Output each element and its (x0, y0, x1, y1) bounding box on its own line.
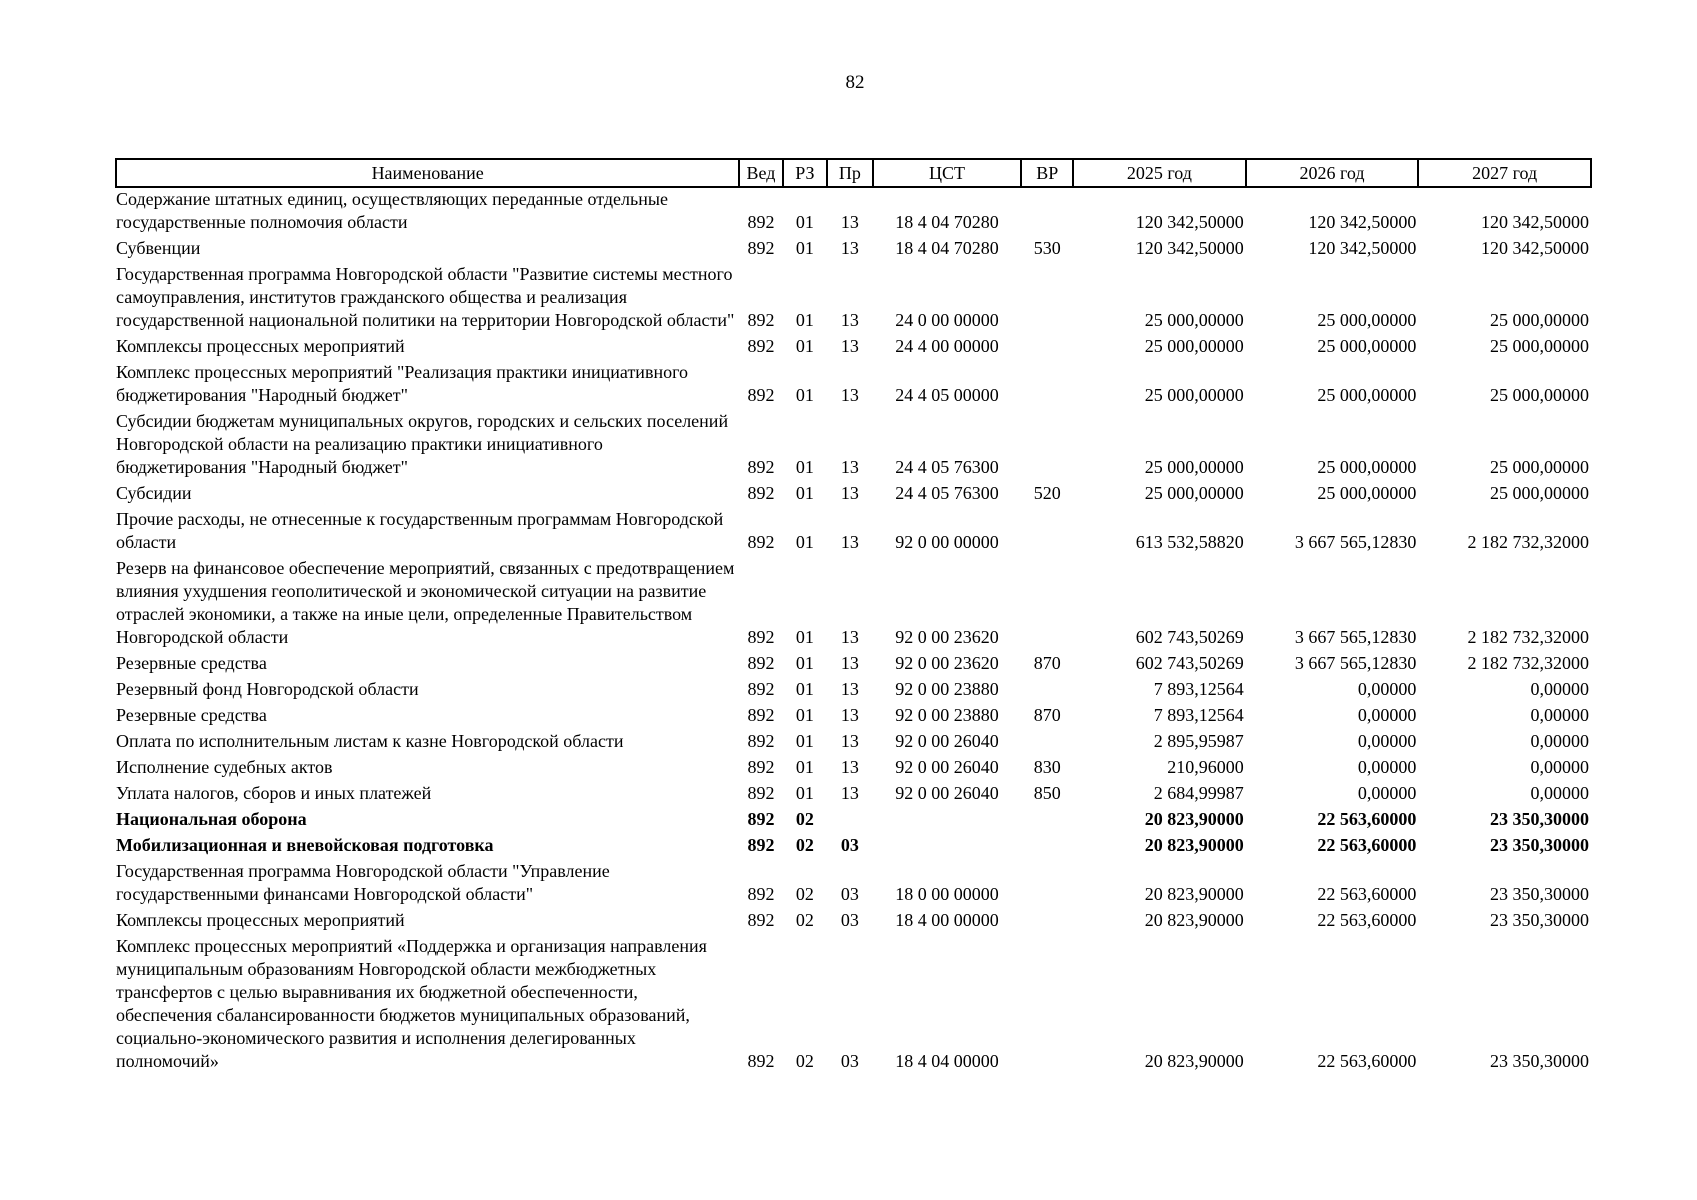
cell-name: Резерв на финансовое обеспечение мероприятий, связанных с предотвращением влияния ухудшения геополитической и экономической ситуации на развитие отраслей экономики, а также на иные цели, определенные Правительством Новгородской области (116, 558, 735, 647)
cell-cst: 18 4 04 70280 (895, 212, 999, 232)
cell-2026: 0,00000 (1357, 783, 1417, 803)
cell-ved: 892 (747, 1051, 775, 1071)
cell-name: Комплексы процессных мероприятий (116, 910, 405, 930)
cell-pr: 13 (840, 457, 859, 477)
cell-vr (1021, 410, 1073, 482)
cell-name: Комплексы процессных мероприятий (116, 336, 405, 356)
header-2025: 2025 год (1073, 159, 1246, 187)
cell-2026: 25 000,00000 (1317, 310, 1417, 330)
cell-name: Субсидии (116, 483, 192, 503)
cell-2026: 22 563,60000 (1317, 1051, 1417, 1071)
cell-vr (1021, 557, 1073, 652)
header-name: Наименование (116, 159, 739, 187)
cell-2027: 25 000,00000 (1490, 457, 1589, 477)
cell-pr: 03 (840, 884, 859, 904)
cell-vr (1021, 263, 1073, 335)
cell-pr: 13 (840, 653, 859, 673)
cell-name: Субсидии бюджетам муниципальных округов, городских и сельских поселений Новгородской области на реализацию практики инициативного бюджетирования "Народный бюджет" (116, 411, 729, 477)
cell-pr: 13 (840, 783, 859, 803)
cell-2026: 120 342,50000 (1308, 212, 1417, 232)
cell-ved: 892 (747, 731, 775, 751)
cell-rz: 01 (795, 705, 814, 725)
header-rz: РЗ (783, 159, 827, 187)
header-2027: 2027 год (1418, 159, 1591, 187)
cell-name: Уплата налогов, сборов и иных платежей (116, 783, 432, 803)
cell-2027: 25 000,00000 (1490, 310, 1589, 330)
cell-cst: 92 0 00 26040 (895, 757, 999, 777)
table-row (116, 652, 1591, 678)
cell-2025: 20 823,90000 (1144, 910, 1244, 930)
cell-rz: 02 (795, 884, 814, 904)
cell-ved: 892 (747, 238, 775, 258)
cell-vr: 830 (1033, 757, 1061, 777)
cell-2027: 25 000,00000 (1490, 336, 1589, 356)
cell-2027: 25 000,00000 (1490, 483, 1589, 503)
cell-rz: 01 (795, 679, 814, 699)
cell-2027: 23 350,30000 (1490, 835, 1589, 855)
cell-pr: 13 (840, 310, 859, 330)
cell-pr: 13 (840, 705, 859, 725)
cell-pr: 13 (840, 483, 859, 503)
cell-2027: 0,00000 (1530, 783, 1589, 803)
table-row (116, 410, 1591, 482)
cell-2027: 2 182 732,32000 (1467, 532, 1589, 552)
cell-name: Комплекс процессных мероприятий «Поддержка и организация направления муниципальным образованиям Новгородской области межбюджетных трансфертов с целью выравнивания их бюджетной обеспеченности, обеспечения сбалансированности бюджетов муниципальных образований, социально-экономического развития и исполнения делегированных полномочий» (116, 936, 707, 1071)
cell-ved: 892 (747, 705, 775, 725)
cell-pr: 03 (840, 1051, 859, 1071)
cell-vr (1021, 730, 1073, 756)
cell-rz: 01 (795, 212, 814, 232)
cell-ved: 892 (747, 532, 775, 552)
cell-name: Резервные средства (116, 705, 267, 725)
cell-name: Государственная программа Новгородской области "Управление государственными финансами Новгородской области" (116, 861, 610, 904)
cell-cst: 18 4 04 00000 (895, 1051, 999, 1071)
cell-ved: 892 (747, 336, 775, 356)
cell-2027: 23 350,30000 (1490, 809, 1589, 829)
cell-2027: 0,00000 (1530, 757, 1589, 777)
table-row (116, 482, 1591, 508)
cell-2025: 602 743,50269 (1135, 627, 1244, 647)
header-pr: Пр (827, 159, 872, 187)
cell-rz: 01 (795, 483, 814, 503)
cell-ved: 892 (747, 385, 775, 405)
cell-2025: 613 532,58820 (1135, 532, 1244, 552)
cell-2025: 7 893,12564 (1153, 679, 1244, 699)
cell-2027: 25 000,00000 (1490, 385, 1589, 405)
cell-2027: 2 182 732,32000 (1467, 653, 1589, 673)
cell-2026: 0,00000 (1357, 679, 1417, 699)
cell-2027: 23 350,30000 (1490, 910, 1589, 930)
cell-2026: 25 000,00000 (1317, 483, 1417, 503)
cell-2025: 25 000,00000 (1144, 336, 1244, 356)
cell-2027: 0,00000 (1530, 679, 1589, 699)
cell-2025: 20 823,90000 (1144, 1051, 1244, 1071)
cell-pr (827, 808, 872, 834)
cell-cst: 92 0 00 26040 (895, 783, 999, 803)
cell-2025: 25 000,00000 (1144, 310, 1244, 330)
cell-vr (1021, 508, 1073, 557)
cell-vr (1021, 860, 1073, 909)
cell-pr: 13 (840, 627, 859, 647)
cell-2026: 0,00000 (1357, 731, 1417, 751)
cell-ved: 892 (747, 783, 775, 803)
cell-ved: 892 (747, 310, 775, 330)
cell-cst: 18 4 04 70280 (895, 238, 999, 258)
table-row (116, 782, 1591, 808)
header-cst: ЦСТ (873, 159, 1022, 187)
cell-name: Прочие расходы, не отнесенные к государственным программам Новгородской области (116, 509, 724, 552)
cell-rz: 02 (795, 809, 814, 829)
cell-2025: 2 684,99987 (1153, 783, 1244, 803)
cell-2026: 22 563,60000 (1317, 884, 1417, 904)
cell-vr (1021, 909, 1073, 935)
table-row (116, 909, 1591, 935)
cell-cst: 24 4 05 76300 (895, 483, 999, 503)
cell-vr (1021, 361, 1073, 410)
cell-vr (1021, 935, 1073, 1076)
cell-2027: 120 342,50000 (1481, 212, 1589, 232)
cell-cst: 92 0 00 23880 (895, 679, 999, 699)
cell-rz: 01 (795, 310, 814, 330)
cell-pr: 13 (840, 532, 859, 552)
table-row (116, 678, 1591, 704)
cell-vr (1021, 678, 1073, 704)
cell-rz: 01 (795, 627, 814, 647)
table-row (116, 935, 1591, 1076)
cell-cst: 24 4 00 00000 (895, 336, 999, 356)
cell-cst: 18 0 00 00000 (895, 884, 999, 904)
cell-vr: 530 (1033, 238, 1061, 258)
cell-2027: 0,00000 (1530, 705, 1589, 725)
cell-name: Резервные средства (116, 653, 267, 673)
cell-pr: 13 (840, 238, 859, 258)
cell-2025: 20 823,90000 (1144, 835, 1244, 855)
table-row (116, 834, 1591, 860)
cell-vr: 870 (1033, 705, 1061, 725)
cell-2025: 20 823,90000 (1144, 809, 1244, 829)
cell-ved: 892 (747, 653, 775, 673)
cell-cst (873, 834, 1022, 860)
cell-2026: 22 563,60000 (1317, 809, 1417, 829)
cell-pr: 03 (840, 910, 859, 930)
cell-ved: 892 (747, 483, 775, 503)
cell-2026: 25 000,00000 (1317, 457, 1417, 477)
table-row (116, 263, 1591, 335)
cell-2026: 120 342,50000 (1308, 238, 1417, 258)
cell-pr: 13 (840, 336, 859, 356)
cell-ved: 892 (747, 212, 775, 232)
cell-rz: 01 (795, 238, 814, 258)
cell-ved: 892 (747, 809, 775, 829)
cell-rz: 02 (795, 1051, 814, 1071)
cell-2027: 23 350,30000 (1490, 884, 1589, 904)
cell-cst (873, 808, 1022, 834)
cell-rz: 01 (795, 653, 814, 673)
cell-2025: 25 000,00000 (1144, 483, 1244, 503)
cell-pr: 13 (840, 679, 859, 699)
cell-2026: 22 563,60000 (1317, 835, 1417, 855)
cell-2025: 210,96000 (1167, 757, 1244, 777)
cell-rz: 01 (795, 336, 814, 356)
cell-2026: 0,00000 (1357, 705, 1417, 725)
table-row (116, 335, 1591, 361)
cell-ved: 892 (747, 757, 775, 777)
cell-2025: 25 000,00000 (1144, 385, 1244, 405)
cell-name: Исполнение судебных актов (116, 757, 333, 777)
cell-pr: 03 (840, 835, 859, 855)
cell-2026: 25 000,00000 (1317, 385, 1417, 405)
cell-2025: 120 342,50000 (1135, 212, 1244, 232)
cell-2025: 20 823,90000 (1144, 884, 1244, 904)
cell-rz: 01 (795, 457, 814, 477)
cell-cst: 92 0 00 00000 (895, 532, 999, 552)
cell-rz: 01 (795, 731, 814, 751)
cell-name: Государственная программа Новгородской области "Развитие системы местного самоуправления, институтов гражданского общества и реализация государственной национальной политики на территории Новгородской области" (116, 264, 735, 330)
cell-2026: 25 000,00000 (1317, 336, 1417, 356)
cell-cst: 24 4 05 76300 (895, 457, 999, 477)
cell-2026: 3 667 565,12830 (1294, 627, 1417, 647)
cell-rz: 01 (795, 532, 814, 552)
budget-table (115, 158, 1592, 1076)
cell-2026: 0,00000 (1357, 757, 1417, 777)
cell-rz: 02 (795, 910, 814, 930)
page-number: 82 (845, 72, 865, 93)
table-header (116, 159, 1591, 187)
cell-2025: 602 743,50269 (1135, 653, 1244, 673)
cell-2027: 0,00000 (1530, 731, 1589, 751)
table-row (116, 237, 1591, 263)
cell-vr (1021, 808, 1073, 834)
table-row (116, 756, 1591, 782)
cell-2025: 120 342,50000 (1135, 238, 1244, 258)
cell-pr: 13 (840, 757, 859, 777)
cell-pr: 13 (840, 212, 859, 232)
cell-cst: 92 0 00 23880 (895, 705, 999, 725)
cell-2025: 7 893,12564 (1153, 705, 1244, 725)
cell-vr (1021, 834, 1073, 860)
cell-rz: 01 (795, 757, 814, 777)
cell-pr: 13 (840, 385, 859, 405)
table-row (116, 808, 1591, 834)
header-vr: ВР (1021, 159, 1073, 187)
cell-ved: 892 (747, 627, 775, 647)
cell-ved: 892 (747, 679, 775, 699)
cell-2027: 2 182 732,32000 (1467, 627, 1589, 647)
cell-cst: 92 0 00 26040 (895, 731, 999, 751)
cell-2026: 3 667 565,12830 (1294, 653, 1417, 673)
table-body (116, 187, 1591, 1076)
cell-name: Национальная оборона (116, 809, 307, 829)
header-2026: 2026 год (1246, 159, 1419, 187)
cell-2027: 23 350,30000 (1490, 1051, 1589, 1071)
cell-rz: 01 (795, 783, 814, 803)
table-row (116, 704, 1591, 730)
cell-ved: 892 (747, 457, 775, 477)
cell-rz: 02 (795, 835, 814, 855)
cell-2027: 120 342,50000 (1481, 238, 1589, 258)
cell-vr: 870 (1033, 653, 1061, 673)
cell-2026: 22 563,60000 (1317, 910, 1417, 930)
table-row (116, 187, 1591, 237)
cell-rz: 01 (795, 385, 814, 405)
cell-2025: 2 895,95987 (1153, 731, 1244, 751)
cell-name: Оплата по исполнительным листам к казне Новгородской области (116, 731, 624, 751)
table-row (116, 730, 1591, 756)
table-row (116, 860, 1591, 909)
cell-ved: 892 (747, 910, 775, 930)
cell-cst: 92 0 00 23620 (895, 653, 999, 673)
cell-cst: 18 4 00 00000 (895, 910, 999, 930)
cell-cst: 24 0 00 00000 (895, 310, 999, 330)
cell-2026: 3 667 565,12830 (1294, 532, 1417, 552)
table-row (116, 508, 1591, 557)
cell-name: Комплекс процессных мероприятий "Реализация практики инициативного бюджетирования "Народный бюджет" (116, 362, 689, 405)
cell-vr (1021, 187, 1073, 237)
cell-vr: 520 (1033, 483, 1061, 503)
cell-name: Содержание штатных единиц, осуществляющих переданные отдельные государственные полномочия области (116, 189, 668, 232)
cell-cst: 24 4 05 00000 (895, 385, 999, 405)
cell-name: Резервный фонд Новгородской области (116, 679, 419, 699)
table-row (116, 361, 1591, 410)
table-row (116, 557, 1591, 652)
cell-name: Субвенции (116, 238, 201, 258)
cell-vr: 850 (1033, 783, 1061, 803)
cell-pr: 13 (840, 731, 859, 751)
cell-ved: 892 (747, 835, 775, 855)
cell-name: Мобилизационная и вневойсковая подготовка (116, 835, 494, 855)
cell-cst: 92 0 00 23620 (895, 627, 999, 647)
cell-vr (1021, 335, 1073, 361)
cell-ved: 892 (747, 884, 775, 904)
header-ved: Вед (739, 159, 782, 187)
cell-2025: 25 000,00000 (1144, 457, 1244, 477)
